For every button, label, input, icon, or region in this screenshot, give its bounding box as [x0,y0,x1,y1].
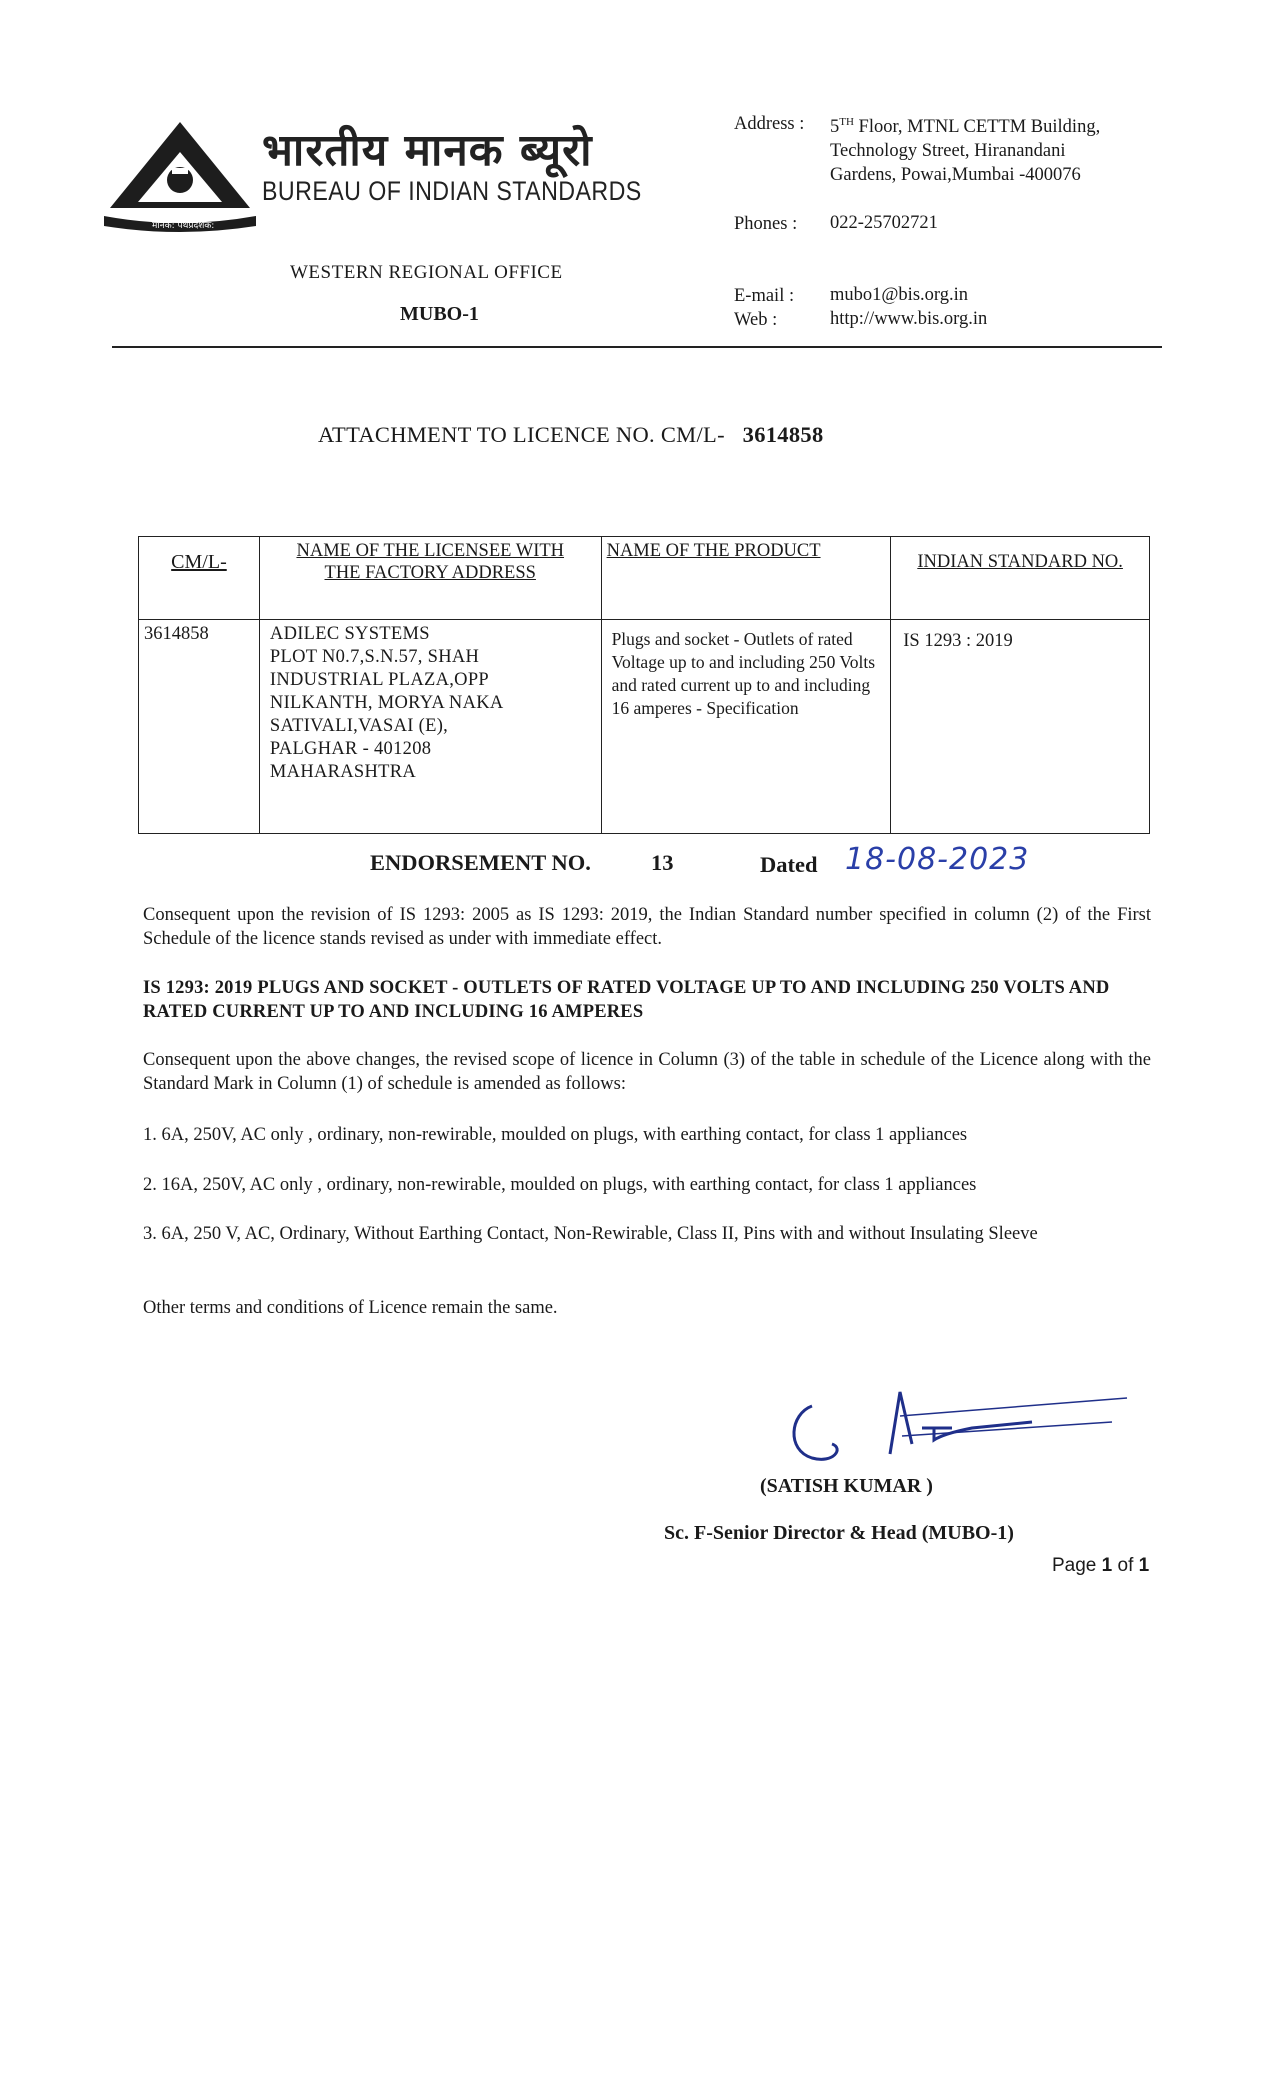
header-divider [112,346,1162,348]
bis-logo [100,118,260,238]
col-header-licensee: NAME OF THE LICENSEE WITH THE FACTORY ADDRESS [259,537,601,620]
col-header-product: NAME OF THE PRODUCT [601,537,891,620]
address-block [830,110,1100,187]
email-value: mubo1@bis.org.in [830,285,968,305]
cell-standard: IS 1293 : 2019 [891,620,1150,834]
endorsement-label: ENDORSEMENT NO. [370,850,591,875]
address-line1: Floor, MTNL CETTM Building, [853,117,1101,138]
address-line: NILKANTH, MORYA NAKA [269,693,504,713]
web-value: http://www.bis.org.in [830,309,988,329]
handwritten-date: 18-08-2023 [845,842,1030,877]
address-line: MAHARASHTRA [269,762,417,782]
page-number: Page 1 of 1 [1052,1555,1150,1576]
scope-item: 1. 6A, 250V, AC only , ordinary, non-rewirable, moulded on plugs, with earthing contact, for class 1 appliances [143,1125,968,1145]
address-line: PLOT N0.7,S.N.57, SHAH [269,647,480,667]
attachment-title: ATTACHMENT TO LICENCE NO. CM/L- 3614858 [318,422,824,447]
address-line: ADILEC SYSTEMS [269,624,430,644]
phones-value: 022-25702721 [830,213,938,233]
scope-item: 3. 6A, 250 V, AC, Ordinary, Without Earthing Contact, Non-Rewirable, Class II, Pins with and without Insulating Sleeve [143,1224,1038,1244]
scope-item: 2. 16A, 250V, AC only , ordinary, non-rewirable, moulded on plugs, with earthing contact, for class 1 appliances [143,1175,977,1195]
closing-paragraph: Other terms and conditions of Licence remain the same. [143,1298,558,1318]
address-line: PALGHAR - 401208 [269,739,432,759]
signatory-name: (SATISH KUMAR ) [760,1475,933,1497]
licence-table [138,536,1150,834]
licence-number: 3614858 [742,422,824,447]
email-label: E-mail : [734,286,795,306]
col-header-cml: CM/L- [139,537,260,620]
office-code: MUBO-1 [400,303,479,325]
col-header-standard: INDIAN STANDARD NO. [891,537,1150,620]
endorsement-number: 13 [651,850,674,875]
phones-label: Phones : [734,214,798,234]
bis-hindi-name: भारतीय मानक ब्यूरो [262,125,593,176]
cell-cml: 3614858 [139,620,260,834]
address-floor-num: 5 [830,117,840,138]
address-line2: Technology Street, Hiranandani [830,141,1066,162]
revision-paragraph: Consequent upon the revision of IS 1293: 2005 as IS 1293: 2019, the Indian Standard number specified in column (2) of the First Schedule of the licence stands revised as under with immediate effect. [143,905,1151,949]
cell-licensee-address [259,620,601,834]
standard-title-paragraph: IS 1293: 2019 PLUGS AND SOCKET - OUTLETS OF RATED VOLTAGE UP TO AND INCLUDING 250 VOLTS AND RATED CURRENT UP TO AND INCLUDING 16 AMPERES [143,978,1110,1022]
signatory-title: Sc. F-Senior Director & Head (MUBO-1) [664,1522,1014,1544]
handwritten-signature [782,1388,1132,1468]
cell-product: Plugs and socket - Outlets of rated Voltage up to and including 250 Volts and rated current up to and including 16 amperes - Specification [601,620,891,834]
address-label: Address : [734,114,805,134]
logo-tagline: मानक: पथप्रदर्शक: [152,221,215,231]
web-label: Web : [734,310,778,330]
address-floor-sup: TH [839,116,854,128]
address-line: SATIVALI,VASAI (E), [269,716,449,736]
table-row [139,620,1150,834]
address-line: INDUSTRIAL PLAZA,OPP [269,670,490,690]
address-line3: Gardens, Powai,Mumbai -400076 [830,165,1081,186]
table-header-row [139,537,1150,620]
bis-english-name: BUREAU OF INDIAN STANDARDS [262,176,642,206]
scope-paragraph: Consequent upon the above changes, the revised scope of licence in Column (3) of the table in schedule of the Licence along with the Standard Mark in Column (1) of schedule is amended as follows: [143,1050,1151,1094]
regional-office: WESTERN REGIONAL OFFICE [290,262,563,283]
dated-label: Dated [760,852,818,877]
